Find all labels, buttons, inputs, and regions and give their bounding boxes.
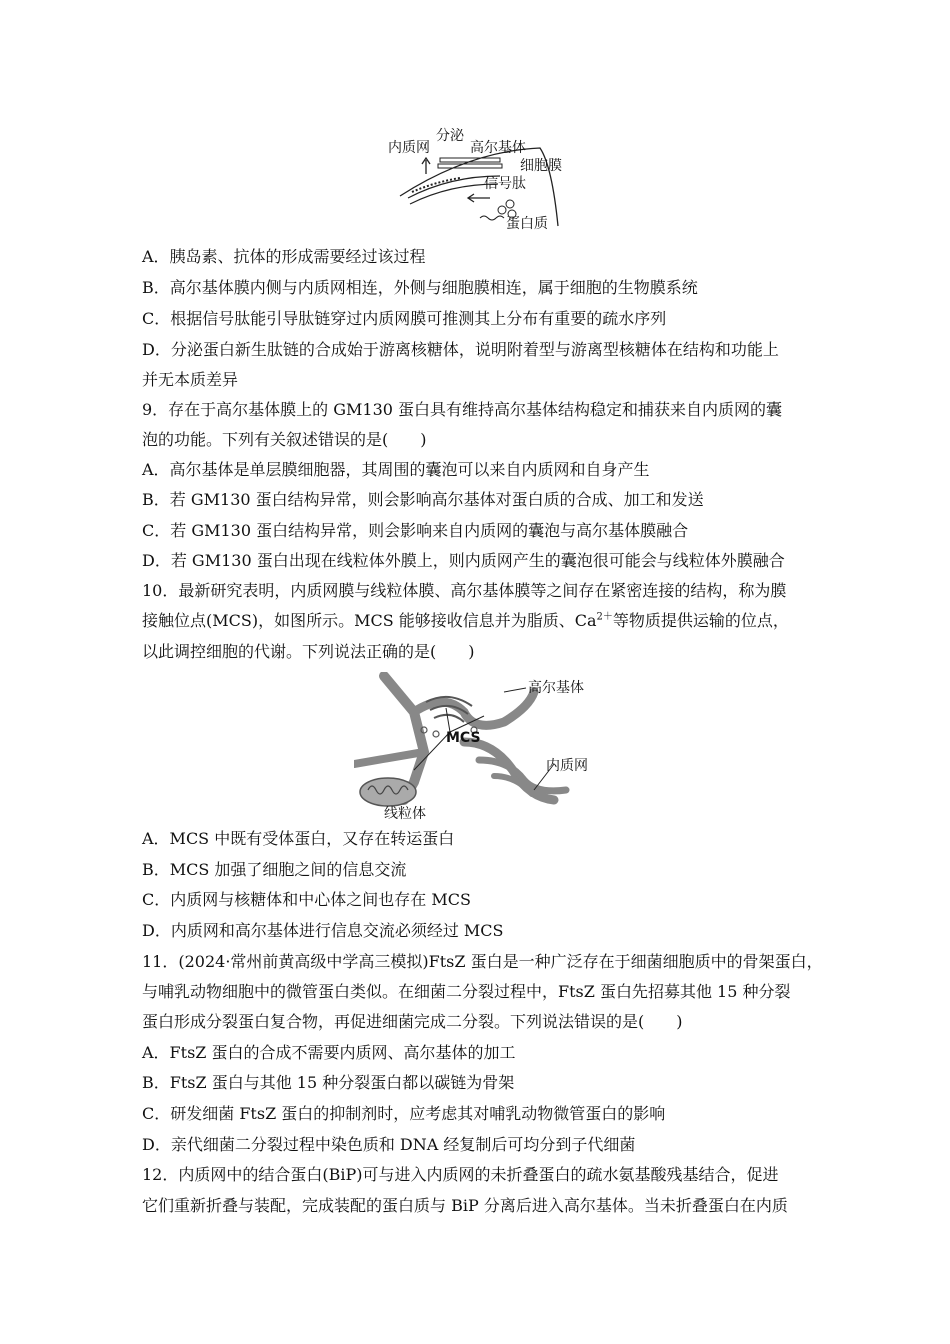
q9-option-b: B．若 GM130 蛋白结构异常，则会影响高尔基体对蛋白质的合成、加工和发送 — [142, 490, 704, 509]
golgi-label: 高尔基体 — [470, 140, 526, 156]
q12-stem-line2: 它们重新折叠与装配，完成装配的蛋白质与 BiP 分离后进入高尔基体。当未折叠蛋白在内质 — [142, 1196, 788, 1215]
q11-stem-line1: 11．(2024·常州前黄高级中学高三模拟)FtsZ 蛋白是一种广泛存在于细菌细胞质中的骨架蛋白， — [142, 952, 823, 971]
q9-stem-line2: 泡的功能。下列有关叙述错误的是( ) — [142, 430, 427, 449]
q10-option-b: B．MCS 加强了细胞之间的信息交流 — [142, 860, 407, 879]
q10-option-a: A．MCS 中既有受体蛋白，又存在转运蛋白 — [142, 829, 455, 848]
q9-option-d: D．若 GM130 蛋白出现在线粒体外膜上，则内质网产生的囊泡很可能会与线粒体外膜融合 — [142, 551, 785, 570]
q10-stem-line3: 以此调控细胞的代谢。下列说法正确的是( ) — [142, 642, 475, 661]
q11-option-d: D．亲代细菌二分裂过程中染色质和 DNA 经复制后可均分到子代细菌 — [142, 1135, 636, 1154]
q10-stem-line2 — [142, 611, 822, 631]
q9-stem-line1: 9．存在于高尔基体膜上的 GM130 蛋白具有维持高尔基体结构稳定和捕获来自内质网的囊 — [142, 400, 783, 419]
mitochondrion-label: 线粒体 — [384, 806, 426, 822]
membrane-label: 细胞膜 — [520, 158, 562, 174]
q11-stem-line2: 与哺乳动物细胞中的微管蛋白类似。在细菌二分裂过程中，FtsZ 蛋白先招募其他 15 种分裂 — [142, 982, 791, 1001]
protein-label: 蛋白质 — [506, 216, 548, 232]
q10-option-d: D．内质网和高尔基体进行信息交流必须经过 MCS — [142, 921, 504, 940]
q8-option-d-line1: D．分泌蛋白新生肽链的合成始于游离核糖体，说明附着型与游离型核糖体在结构和功能上 — [142, 340, 779, 359]
mcs-label: MCS — [446, 730, 481, 746]
q9-option-c: C．若 GM130 蛋白结构异常，则会影响来自内质网的囊泡与高尔基体膜融合 — [142, 521, 689, 540]
mcs-figure — [354, 672, 604, 822]
secretion-pathway-figure — [380, 126, 580, 234]
q9-option-a: A．高尔基体是单层膜细胞器，其周围的囊泡可以来自内质网和自身产生 — [142, 460, 650, 479]
q11-stem-line3: 蛋白形成分裂蛋白复合物，再促进细菌完成二分裂。下列说法错误的是( ) — [142, 1012, 683, 1031]
q10-option-c: C．内质网与核糖体和中心体之间也存在 MCS — [142, 890, 471, 909]
q8-option-d-line2: 并无本质差异 — [142, 370, 239, 389]
q11-option-a: A．FtsZ 蛋白的合成不需要内质网、高尔基体的加工 — [142, 1043, 516, 1062]
calcium-charge: 2＋ — [596, 611, 613, 623]
q10-stem-line2-b: 等物质提供运输的位点， — [612, 611, 789, 630]
q8-option-c: C．根据信号肽能引导肽链穿过内质网膜可推测其上分布有重要的疏水序列 — [142, 309, 667, 328]
q10-stem-line2-a: 接触位点(MCS)，如图所示。MCS 能够接收信息并为脂质、Ca — [142, 611, 597, 630]
q11-option-c: C．研发细菌 FtsZ 蛋白的抑制剂时，应考虑其对哺乳动物微管蛋白的影响 — [142, 1104, 666, 1123]
q8-option-b: B．高尔基体膜内侧与内质网相连，外侧与细胞膜相连，属于细胞的生物膜系统 — [142, 278, 698, 297]
golgi-label: 高尔基体 — [528, 680, 584, 696]
signal-peptide-label: 信号肽 — [484, 176, 526, 192]
q12-stem-line1: 12．内质网中的结合蛋白(BiP)可与进入内质网的未折叠蛋白的疏水氨基酸残基结合，促进 — [142, 1165, 779, 1184]
q10-stem-line1: 10．最新研究表明，内质网膜与线粒体膜、高尔基体膜等之间存在紧密连接的结构，称为膜 — [142, 581, 787, 600]
er-label: 内质网 — [388, 140, 430, 156]
q8-option-a: A．胰岛素、抗体的形成需要经过该过程 — [142, 247, 426, 266]
er-label: 内质网 — [546, 758, 588, 774]
secretion-label: 分泌 — [436, 128, 464, 144]
secretion-pathway-diagram — [380, 126, 580, 234]
q11-option-b: B．FtsZ 蛋白与其他 15 种分裂蛋白都以碳链为骨架 — [142, 1073, 515, 1092]
mcs-diagram — [354, 672, 604, 822]
